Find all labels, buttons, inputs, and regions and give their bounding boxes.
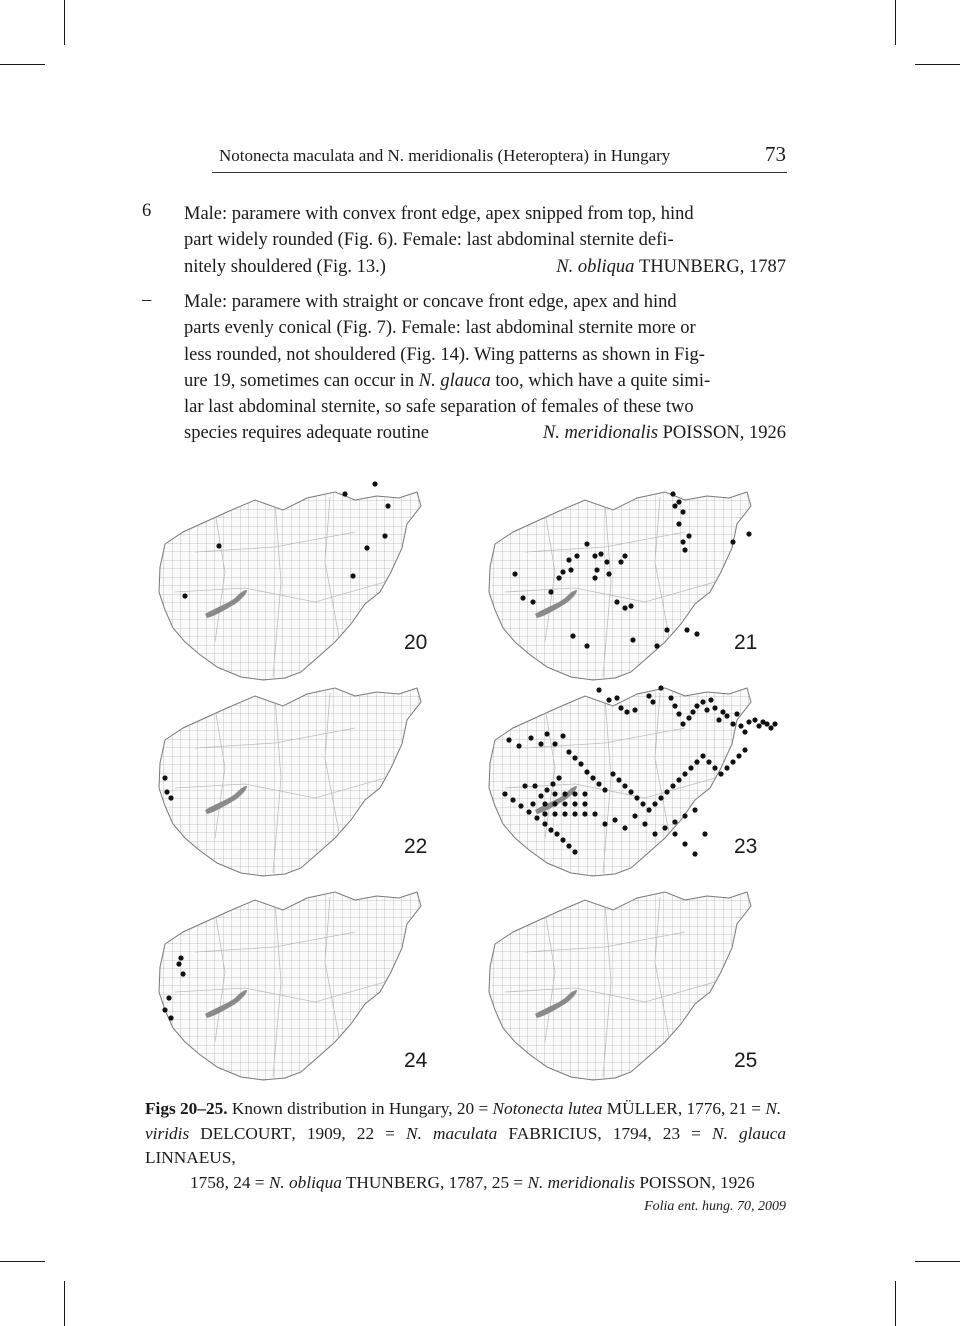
record-dot: [594, 567, 599, 572]
record-dot: [350, 573, 355, 578]
record-dot: [572, 801, 577, 806]
key-line: lar last abdominal sternite, so safe separation of females of these two: [184, 397, 694, 418]
record-dot: [554, 831, 559, 836]
record-dot: [716, 717, 721, 722]
record-dot: [372, 481, 377, 486]
taxon-genus: N.: [542, 423, 560, 444]
record-dot: [566, 557, 571, 562]
record-dot: [718, 771, 723, 776]
record-dot: [768, 725, 773, 730]
record-dot: [708, 697, 713, 702]
record-dot: [606, 697, 611, 702]
record-dot: [646, 693, 651, 698]
caption-taxon: N. meridionalis: [527, 1172, 636, 1192]
record-dot: [522, 783, 527, 788]
record-dot: [596, 781, 601, 786]
record-dot: [602, 787, 607, 792]
record-dot: [756, 723, 761, 728]
record-dot: [162, 775, 167, 780]
record-dot: [572, 755, 577, 760]
record-dot: [178, 955, 183, 960]
taxon-species: obliqua: [577, 256, 635, 277]
caption-text: Known distribution in Hungary, 20 =: [227, 1099, 493, 1118]
record-dot: [216, 543, 221, 548]
caption-author: DELCOURT: [189, 1123, 292, 1143]
record-dot: [604, 559, 609, 564]
taxon-year: , 1926: [739, 423, 786, 444]
record-dot: [692, 851, 697, 856]
record-dot: [654, 643, 659, 648]
record-dot: [598, 551, 603, 556]
utm-grid: [485, 688, 758, 878]
record-dot: [672, 703, 677, 708]
couplet-number: 6: [142, 201, 152, 221]
record-dot: [618, 559, 623, 564]
record-dot: [382, 533, 387, 538]
record-dot: [664, 789, 669, 794]
record-dot: [614, 599, 619, 604]
record-dot: [680, 539, 685, 544]
record-dot: [622, 553, 627, 558]
record-dot: [680, 509, 685, 514]
record-dot: [512, 571, 517, 576]
record-dot: [560, 837, 565, 842]
record-dot: [342, 491, 347, 496]
panel-label: 22: [404, 835, 428, 858]
record-dot: [730, 539, 735, 544]
record-dot: [692, 807, 697, 812]
record-dot: [584, 643, 589, 648]
record-dot: [552, 801, 557, 806]
record-dot: [552, 791, 557, 796]
key-line-text: nitely shouldered (Fig. 13.): [184, 256, 386, 277]
record-dot: [634, 795, 639, 800]
record-dot: [772, 721, 777, 726]
record-dot: [640, 801, 645, 806]
record-dot: [622, 605, 627, 610]
record-dot: [518, 803, 523, 808]
record-dot: [672, 819, 677, 824]
key-line: parts evenly conical (Fig. 7). Female: last abdominal sternite more or: [184, 318, 696, 339]
record-dot: [686, 715, 691, 720]
caption-taxon: viridis: [145, 1123, 190, 1143]
taxon-author: THUNBERG: [639, 256, 740, 277]
record-dot: [694, 703, 699, 708]
record-dot: [548, 827, 553, 832]
record-dot: [566, 843, 571, 848]
record-dot: [590, 775, 595, 780]
record-dot: [364, 545, 369, 550]
record-dot: [616, 777, 621, 782]
record-dot: [628, 789, 633, 794]
record-dot: [700, 699, 705, 704]
record-dot: [752, 717, 757, 722]
record-dot: [612, 817, 617, 822]
figure-caption: [145, 1097, 786, 1195]
record-dot: [746, 719, 751, 724]
record-dot: [670, 783, 675, 788]
record-dot: [182, 593, 187, 598]
record-dot: [180, 971, 185, 976]
record-dot: [658, 685, 663, 690]
couplet-dash: –: [142, 290, 152, 310]
record-dot: [622, 783, 627, 788]
record-dot: [584, 541, 589, 546]
record-dot: [556, 575, 561, 580]
map-panel: [155, 892, 428, 1082]
record-dot: [532, 783, 537, 788]
record-dot: [680, 721, 685, 726]
record-dot: [176, 961, 181, 966]
record-dot: [168, 1015, 173, 1020]
record-dot: [672, 503, 677, 508]
record-dot: [164, 789, 169, 794]
record-dot: [650, 699, 655, 704]
record-dot: [736, 753, 741, 758]
caption-line: [145, 1171, 786, 1196]
record-dot: [542, 811, 547, 816]
caption-label: Figs 20–25.: [145, 1099, 228, 1118]
key-line-text: species requires adequate routine: [184, 423, 430, 444]
record-dot: [682, 771, 687, 776]
journal-footer: Folia ent. hung. 70, 2009: [644, 1199, 786, 1214]
record-dot: [610, 771, 615, 776]
record-dot: [526, 809, 531, 814]
record-dot: [550, 781, 555, 786]
utm-grid: [485, 892, 758, 1082]
record-dot: [572, 849, 577, 854]
record-dot: [528, 735, 533, 740]
record-dot: [538, 793, 543, 798]
record-dot: [652, 801, 657, 806]
panel-label: 21: [734, 631, 758, 654]
key-line: part widely rounded (Fig. 6). Female: last abdominal sternite defi-: [184, 230, 674, 251]
record-dot: [544, 787, 549, 792]
caption-author: THUNBERG: [341, 1172, 440, 1192]
record-dot: [676, 777, 681, 782]
caption-text: , 1787, 25 =: [439, 1172, 528, 1192]
key-line-text: ure 19, sometimes can occur in: [184, 370, 415, 391]
record-dot: [552, 741, 557, 746]
record-dot: [556, 775, 561, 780]
record-dot: [706, 759, 711, 764]
record-dot: [694, 759, 699, 764]
record-dot: [730, 721, 735, 726]
record-dot: [664, 627, 669, 632]
record-dot: [582, 791, 587, 796]
caption-taxon: N. obliqua: [268, 1172, 342, 1192]
record-dot: [676, 521, 681, 526]
caption-author: POISSON: [635, 1172, 712, 1192]
record-dot: [538, 741, 543, 746]
record-dot: [534, 815, 539, 820]
caption-author: MÜLLER: [602, 1099, 678, 1118]
record-dot: [592, 811, 597, 816]
taxon-species: meridionalis: [564, 423, 659, 444]
record-dot: [572, 811, 577, 816]
caption-text: , 1909, 22 =: [291, 1123, 407, 1143]
record-dot: [742, 747, 747, 752]
map-panel: [155, 481, 428, 682]
key-line: Male: paramere with convex front edge, apex snipped from top, hind: [184, 204, 694, 224]
record-dot: [628, 603, 633, 608]
record-dot: [720, 709, 725, 714]
record-dot: [582, 801, 587, 806]
record-dot: [584, 769, 589, 774]
caption-taxon: N.: [765, 1099, 782, 1118]
record-dot: [578, 761, 583, 766]
record-dot: [738, 723, 743, 728]
key-line: less rounded, not shouldered (Fig. 14). Wing patterns as shown in Fig-: [184, 344, 705, 365]
record-dot: [602, 821, 607, 826]
record-dot: [566, 749, 571, 754]
record-dot: [502, 791, 507, 796]
taxon-year: , 1787: [739, 256, 786, 277]
record-dot: [632, 707, 637, 712]
caption-text: , 1926: [711, 1172, 755, 1192]
record-dot: [516, 743, 521, 748]
record-dot: [672, 831, 677, 836]
panel-label: 24: [404, 1049, 428, 1072]
record-dot: [682, 547, 687, 552]
caption-text: , 1794, 23 =: [597, 1123, 713, 1143]
caption-line: [145, 1097, 786, 1122]
record-dot: [724, 765, 729, 770]
panel-label: 25: [734, 1049, 758, 1072]
record-dot: [684, 627, 689, 632]
taxon-italic: N. glauca: [418, 370, 491, 391]
utm-grid: [155, 892, 428, 1082]
record-dot: [712, 705, 717, 710]
key-line: Male: paramere with straight or concave front edge, apex and hind: [184, 292, 677, 312]
record-dot: [168, 795, 173, 800]
caption-taxon: N. maculata: [406, 1123, 498, 1143]
record-dot: [676, 499, 681, 504]
record-dot: [166, 995, 171, 1000]
record-dot: [688, 765, 693, 770]
record-dot: [568, 567, 573, 572]
record-dot: [704, 707, 709, 712]
record-dot: [596, 687, 601, 692]
record-dot: [702, 831, 707, 836]
record-dot: [572, 791, 577, 796]
record-dot: [510, 797, 515, 802]
utm-grid: [485, 492, 758, 682]
record-dot: [544, 731, 549, 736]
record-dot: [686, 533, 691, 538]
caption-text: , 1776, 21 =: [677, 1099, 766, 1118]
record-dot: [712, 765, 717, 770]
record-dot: [724, 713, 729, 718]
record-dot: [562, 801, 567, 806]
record-dot: [520, 595, 525, 600]
record-dot: [632, 813, 637, 818]
record-dot: [618, 705, 623, 710]
panel-label: 20: [404, 631, 428, 654]
record-dot: [624, 709, 629, 714]
record-dot: [506, 737, 511, 742]
record-dot: [542, 801, 547, 806]
record-dot: [668, 695, 673, 700]
record-dot: [662, 825, 667, 830]
utm-grid: [155, 492, 428, 682]
map-panel: [155, 688, 428, 878]
record-dot: [570, 633, 575, 638]
map-panel: [485, 892, 758, 1082]
taxon-author: POISSON: [662, 423, 740, 444]
record-dot: [385, 503, 390, 508]
caption-text: 1758, 24 =: [190, 1172, 269, 1192]
record-dot: [162, 1007, 167, 1012]
record-dot: [682, 841, 687, 846]
record-dot: [682, 813, 687, 818]
record-dot: [642, 821, 647, 826]
page-number: 73: [765, 142, 786, 166]
record-dot: [530, 801, 535, 806]
record-dot: [646, 807, 651, 812]
record-dot: [562, 791, 567, 796]
record-dot: [746, 531, 751, 536]
record-dot: [614, 695, 619, 700]
panel-label: 23: [734, 835, 758, 858]
record-dot: [730, 759, 735, 764]
record-dot: [658, 795, 663, 800]
caption-taxon: N. glauca: [712, 1123, 787, 1143]
caption-taxon: Notonecta lutea: [492, 1099, 603, 1118]
map-panel: [485, 491, 758, 682]
record-dot: [562, 811, 567, 816]
record-dot: [606, 571, 611, 576]
caption-line: viridis DELCOURT, 1909, 22 = N. maculata FABRICIUS, 1794, 23 = N. glauca LINNAEUS,: [145, 1123, 787, 1167]
key-line-tail: too, which have a quite simi-: [490, 370, 711, 391]
record-dot: [630, 637, 635, 642]
record-dot: [592, 575, 597, 580]
taxon-genus: N.: [556, 256, 574, 277]
record-dot: [652, 831, 657, 836]
record-dot: [530, 599, 535, 604]
record-dot: [734, 711, 739, 716]
caption-author: LINNAEUS: [145, 1148, 232, 1167]
record-dot: [560, 569, 565, 574]
record-dot: [694, 631, 699, 636]
record-dot: [582, 811, 587, 816]
record-dot: [670, 491, 675, 496]
record-dot: [700, 753, 705, 758]
record-dot: [690, 709, 695, 714]
caption-author: FABRICIUS: [497, 1123, 598, 1143]
record-dot: [548, 589, 553, 594]
record-dot: [592, 553, 597, 558]
record-dot: [764, 721, 769, 726]
record-dot: [560, 733, 565, 738]
record-dot: [676, 711, 681, 716]
utm-grid: [155, 688, 428, 878]
record-dot: [552, 811, 557, 816]
record-dot: [622, 825, 627, 830]
record-dot: [574, 553, 579, 558]
running-title: Notonecta maculata and N. meridionalis (Heteroptera) in Hungary: [219, 146, 671, 165]
record-dot: [742, 729, 747, 734]
record-dot: [542, 821, 547, 826]
